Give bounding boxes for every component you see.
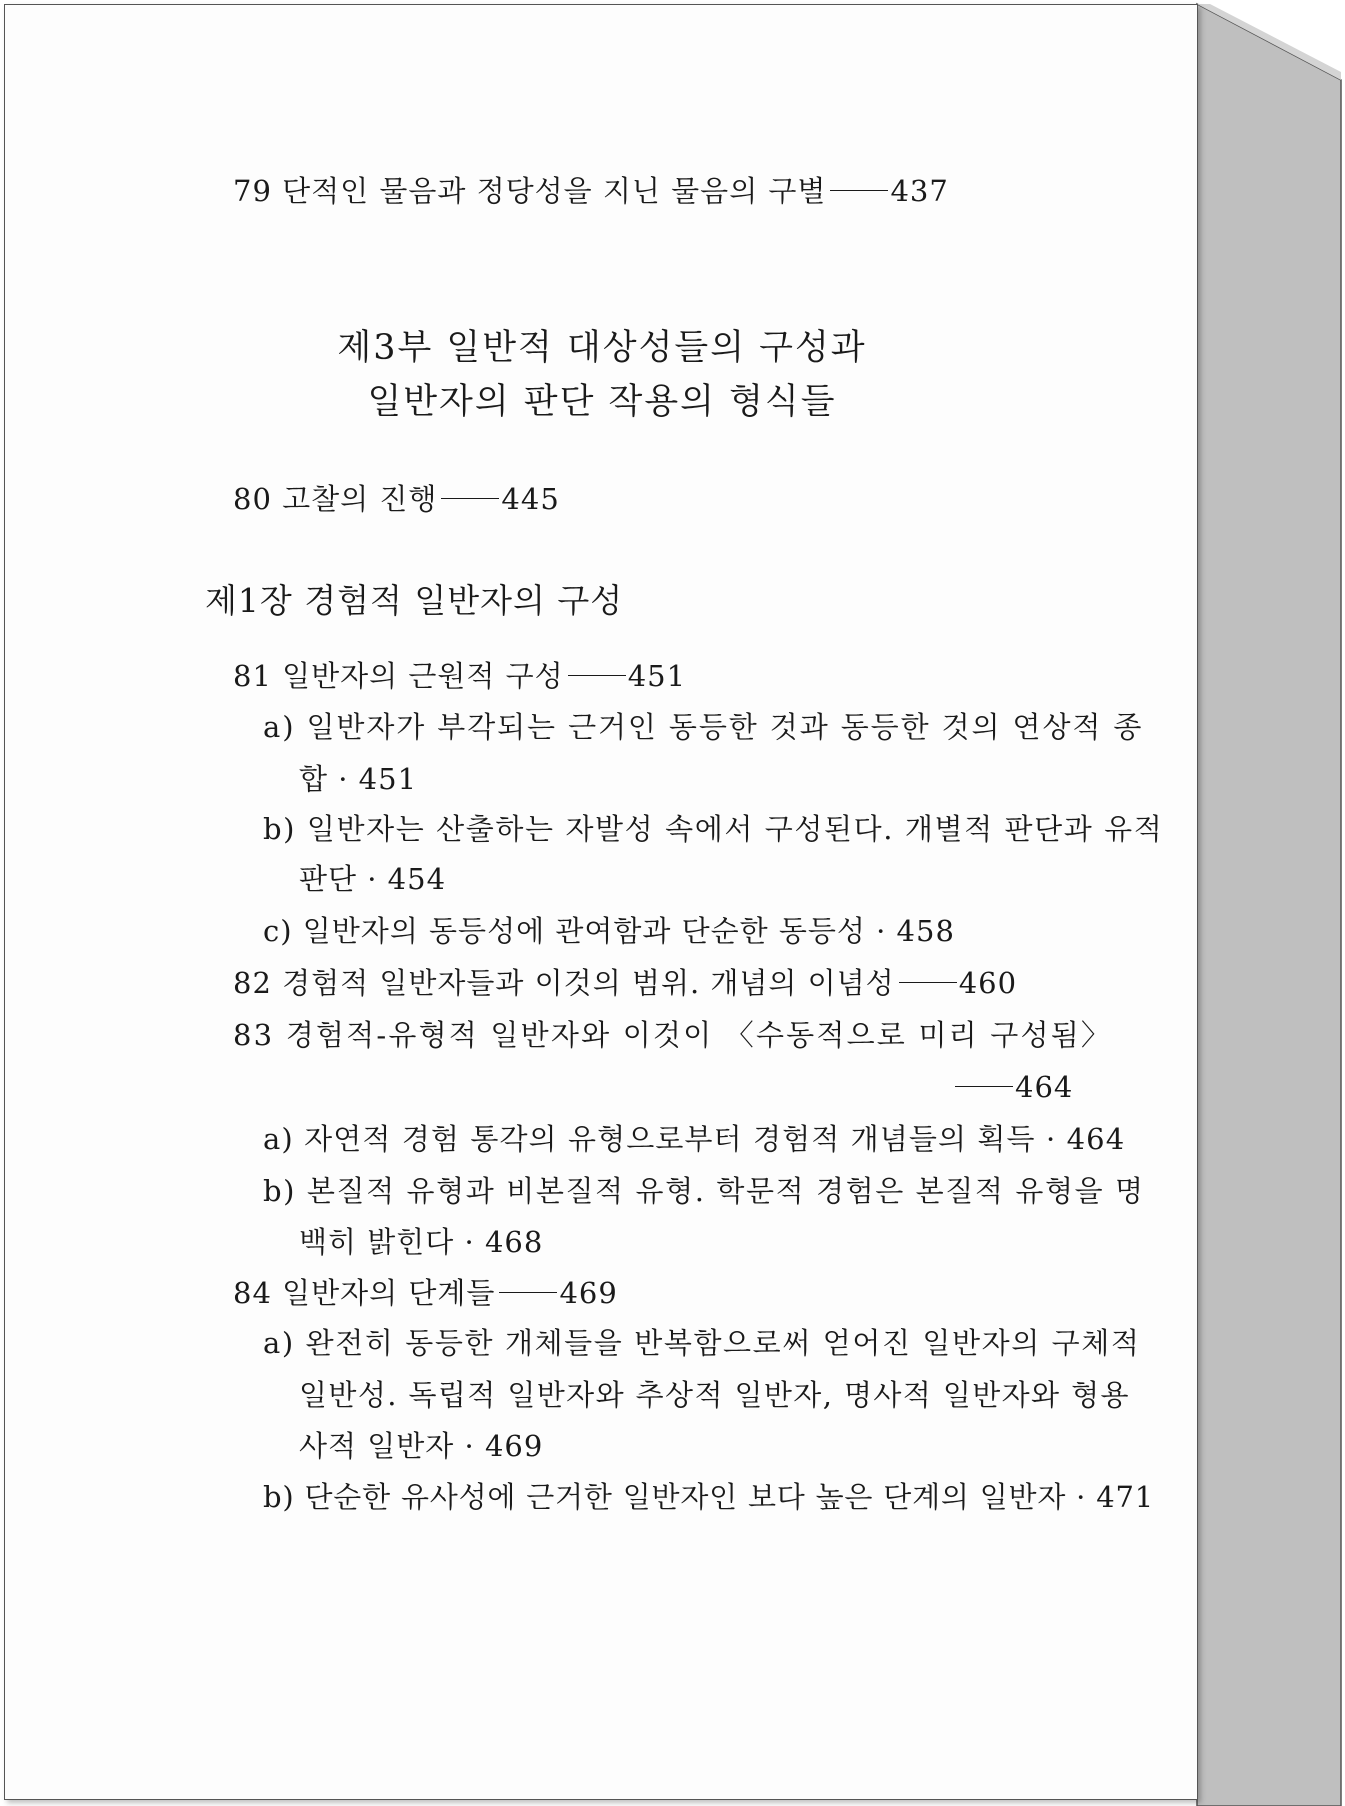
leader-dash — [568, 675, 626, 676]
leader-dash — [899, 982, 957, 983]
chapter-title: 제1장 경험적 일반자의 구성 — [205, 581, 624, 620]
entry-page: 437 — [890, 174, 949, 208]
toc-sub-81c: c) 일반자의 동등성에 관여함과 단순한 동등성 · 458 — [263, 914, 955, 948]
entry-page: 469 — [559, 1276, 618, 1310]
leader-dash — [830, 190, 888, 191]
entry-title: 84 일반자의 단계들 — [233, 1276, 496, 1310]
toc-sub-83a: a) 자연적 경험 통각의 유형으로부터 경험적 개념들의 획득 · 464 — [263, 1122, 1126, 1156]
toc-sub-83b-line-2: 백히 밝힌다 · 468 — [299, 1225, 544, 1259]
toc-sub-84a-line-2: 일반성. 독립적 일반자와 추상적 일반자, 명사적 일반자와 형용 — [299, 1378, 1130, 1412]
entry-page: 464 — [1015, 1070, 1074, 1104]
toc-entry-79 — [233, 173, 949, 209]
entry-page: 460 — [958, 966, 1018, 1000]
toc-sub-83b-line-1: b) 본질적 유형과 비본질적 유형. 학문적 경험은 본질적 유형을 명 — [263, 1174, 1145, 1208]
toc-sub-84a-line-3: 사적 일반자 · 469 — [299, 1429, 544, 1463]
book-page — [4, 4, 1198, 1800]
toc-sub-81b-line-1: b) 일반자는 산출하는 자발성 속에서 구성된다. 개별적 판단과 유적 — [263, 812, 1164, 846]
part-title-line-2: 일반자의 판단 작용의 형식들 — [367, 382, 837, 422]
entry-page: 451 — [627, 659, 687, 693]
leader-dash — [955, 1086, 1013, 1087]
toc-entry-80 — [233, 481, 560, 517]
toc-entry-81 — [233, 658, 686, 694]
toc-sub-84b: b) 단순한 유사성에 근거한 일반자인 보다 높은 단계의 일반자 · 471 — [263, 1480, 1154, 1514]
toc-entry-84 — [233, 1275, 618, 1311]
toc-entry-82 — [233, 965, 1017, 1001]
leader-dash — [441, 498, 499, 499]
leader-dash — [499, 1292, 557, 1293]
part-title-line-1: 제3부 일반적 대상성들의 구성과 — [337, 328, 867, 368]
entry-title: 82 경험적 일반자들과 이것의 범위. 개념의 이념성 — [233, 966, 895, 1000]
toc-entry-83: 83 경험적-유형적 일반자와 이것이 〈수동적으로 미리 구성됨〉 — [233, 1018, 1113, 1052]
toc-sub-81b-line-2: 판단 · 454 — [299, 862, 447, 896]
entry-title: 80 고찰의 진행 — [233, 482, 438, 516]
entry-page: 445 — [501, 482, 560, 516]
entry-title: 79 단적인 물음과 정당성을 지닌 물음의 구별 — [233, 174, 827, 208]
toc-sub-81a-line-2: 합 · 451 — [299, 762, 418, 796]
entry-title: 81 일반자의 근원적 구성 — [233, 659, 564, 693]
toc-sub-81a-line-1: a) 일반자가 부각되는 근거인 동등한 것과 동등한 것의 연상적 종 — [263, 710, 1144, 744]
toc-entry-83-page-line — [951, 1069, 1073, 1105]
toc-sub-84a-line-1: a) 완전히 동등한 개체들을 반복함으로써 얻어진 일반자의 구체적 — [263, 1326, 1141, 1360]
